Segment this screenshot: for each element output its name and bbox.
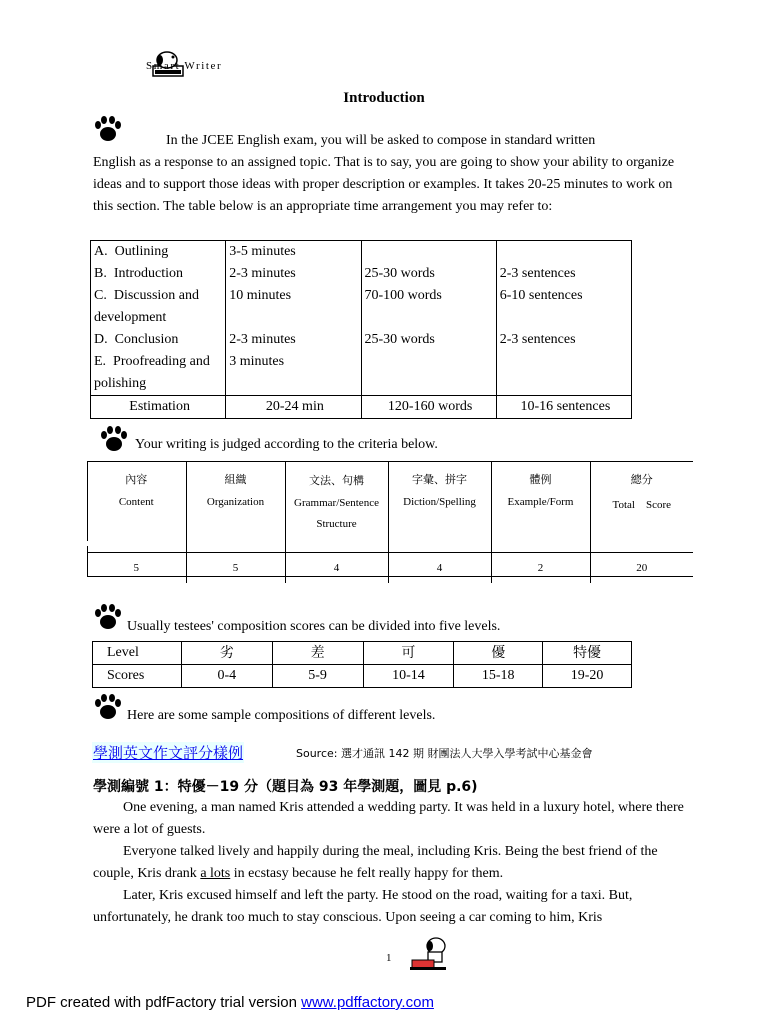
sample-text: in ecstasy because he felt really happy for them. bbox=[233, 866, 504, 881]
criteria-zh: 總分 bbox=[630, 474, 653, 486]
step-cell: A. Outlining bbox=[91, 241, 226, 264]
criteria-score: 5 bbox=[186, 553, 285, 584]
snoopy-typewriter-icon bbox=[406, 934, 454, 972]
words-cell: 70-100 words bbox=[361, 285, 496, 329]
estimation-words: 120-160 words bbox=[361, 396, 496, 419]
page-number: 1 bbox=[386, 952, 392, 964]
estimation-row bbox=[91, 396, 632, 419]
words-cell: 25-30 words bbox=[361, 263, 496, 285]
intro-first-line: In the JCEE English exam, you will be asked to compose in standard written bbox=[166, 133, 596, 148]
error-phrase: a lots bbox=[200, 866, 231, 881]
sample-paragraph: Later, Kris excused himself and left the party. He stood on the road, waiting for a taxi. But, unfortunately, he drank too much to stay conscious. Upon seeing a car coming to him, Kris bbox=[93, 888, 633, 925]
sentences-cell: 2-3 sentences bbox=[496, 263, 631, 285]
criteria-en: Content bbox=[118, 496, 154, 508]
words-cell: 25-30 words bbox=[361, 329, 496, 351]
criteria-en: Example/Form bbox=[507, 496, 574, 508]
level-cell: 優 bbox=[454, 642, 543, 665]
estimation-time: 20-24 min bbox=[226, 396, 361, 419]
criteria-col bbox=[388, 461, 491, 553]
level-cell: 差 bbox=[272, 642, 363, 665]
criteria-header-row bbox=[87, 461, 693, 553]
estimation-label: Estimation bbox=[91, 396, 226, 419]
criteria-col bbox=[285, 461, 388, 553]
levels-table bbox=[92, 641, 632, 688]
table-row bbox=[91, 241, 632, 264]
estimation-sentences: 10-16 sentences bbox=[496, 396, 631, 419]
criteria-score: 4 bbox=[388, 553, 491, 584]
levels-intro: Usually testees' composition scores can be divided into five levels. bbox=[127, 619, 501, 634]
criteria-score: 5 bbox=[133, 562, 139, 574]
sample-paragraph bbox=[93, 841, 693, 885]
score-cell: 19-20 bbox=[543, 665, 632, 688]
criteria-col bbox=[87, 461, 186, 553]
sample-heading: 學測編號 1：特優－19 分（題目為 93 年學測題，圖見 p.6) bbox=[93, 779, 478, 795]
words-cell bbox=[361, 351, 496, 396]
step-cell: D. Conclusion bbox=[91, 329, 226, 351]
level-label: Level bbox=[93, 642, 182, 665]
paw-icon bbox=[99, 425, 129, 453]
sentences-cell: 2-3 sentences bbox=[496, 329, 631, 351]
samples-intro: Here are some sample compositions of different levels. bbox=[127, 708, 436, 723]
table-row bbox=[91, 285, 632, 329]
time-cell: 3-5 minutes bbox=[226, 241, 361, 264]
samples-link[interactable]: 學測英文作文評分樣例 bbox=[93, 744, 244, 762]
score-cell: 15-18 bbox=[454, 665, 543, 688]
step-cell: E. Proofreading and polishing bbox=[91, 351, 226, 396]
score-cell: 0-4 bbox=[181, 665, 272, 688]
criteria-table bbox=[87, 461, 693, 583]
criteria-zh: 內容 bbox=[125, 474, 148, 486]
table-row bbox=[91, 351, 632, 396]
criteria-score: 4 bbox=[285, 553, 388, 584]
words-cell bbox=[361, 241, 496, 264]
brand-name: Smart Writer bbox=[146, 60, 223, 72]
sentences-cell: 6-10 sentences bbox=[496, 285, 631, 329]
time-cell: 3 minutes bbox=[226, 351, 361, 396]
level-cell: 特優 bbox=[543, 642, 632, 665]
criteria-en: Organization bbox=[206, 496, 265, 508]
sample-paragraph: One evening, a man named Kris attended a wedding party. It was held in a luxury hotel, where there were a lot of guests. bbox=[93, 800, 684, 837]
sentences-cell bbox=[496, 241, 631, 264]
table-row bbox=[91, 263, 632, 285]
time-cell: 2-3 minutes bbox=[226, 263, 361, 285]
criteria-zh: 體例 bbox=[529, 474, 552, 486]
criteria-score-row bbox=[87, 553, 693, 584]
paw-icon bbox=[93, 693, 123, 721]
criteria-en: Diction/Spelling bbox=[403, 496, 476, 508]
criteria-score: 2 bbox=[491, 553, 590, 584]
criteria-zh: 字彙、拼字 bbox=[412, 474, 467, 486]
criteria-score: 20 bbox=[590, 553, 693, 584]
criteria-col bbox=[186, 461, 285, 553]
criteria-zh: 組織 bbox=[224, 474, 247, 486]
intro-paragraph: English as a response to an assigned topic. That is to say, you are going to show your ability to organize ideas and to support those ideas with proper description or examples. It takes 20-25 minutes to work on this section. The table below is an appropriate time arrangement you may refer to: bbox=[93, 155, 675, 214]
table-row bbox=[91, 329, 632, 351]
score-cell: 10-14 bbox=[363, 665, 454, 688]
levels-row bbox=[93, 642, 632, 665]
score-cell: 5-9 bbox=[272, 665, 363, 688]
time-arrangement-table bbox=[90, 240, 632, 419]
level-cell: 可 bbox=[363, 642, 454, 665]
criteria-en: Total Score bbox=[612, 499, 671, 511]
time-cell: 10 minutes bbox=[226, 285, 361, 329]
scores-label: Scores bbox=[93, 665, 182, 688]
level-cell: 劣 bbox=[181, 642, 272, 665]
paw-icon bbox=[93, 115, 123, 143]
sample-text: Everyone talked lively and happily during the meal, including Kris. Being the best friend of the couple, Kris drank bbox=[93, 844, 658, 881]
sentences-cell bbox=[496, 351, 631, 396]
step-cell: C. Discussion and development bbox=[91, 285, 226, 329]
step-cell: B. Introduction bbox=[91, 263, 226, 285]
criteria-col bbox=[491, 461, 590, 553]
criteria-intro: Your writing is judged according to the criteria below. bbox=[135, 437, 438, 452]
pdf-footer bbox=[26, 994, 434, 1011]
source-note: Source: 選才通訊 142 期 財團法人大學入學考試中心基金會 bbox=[296, 747, 593, 760]
criteria-en: Grammar/Sentence Structure bbox=[294, 497, 379, 530]
criteria-col bbox=[590, 461, 693, 553]
paw-icon bbox=[93, 603, 123, 631]
page-title: Introduction bbox=[343, 90, 425, 106]
scores-row bbox=[93, 665, 632, 688]
footer-text: PDF created with pdfFactory trial version bbox=[26, 994, 302, 1011]
criteria-zh: 文法、句構 bbox=[309, 475, 364, 487]
time-cell: 2-3 minutes bbox=[226, 329, 361, 351]
footer-link[interactable]: www.pdffactory.com bbox=[301, 994, 434, 1011]
